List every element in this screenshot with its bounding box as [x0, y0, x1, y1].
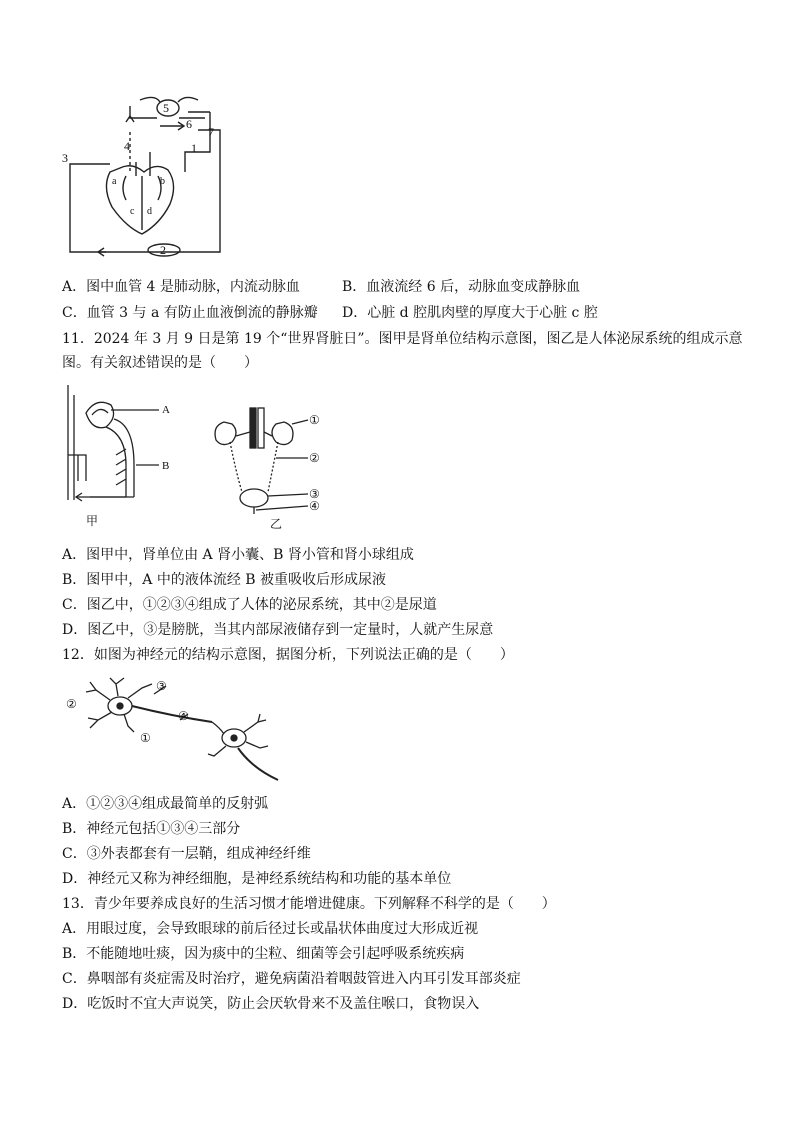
label-a: a [112, 176, 117, 187]
q12-option-d: D．神经元又称为神经细胞，是神经系统结构和功能的基本单位 [62, 871, 452, 887]
label-4: 4 [124, 139, 130, 153]
nephron-label-a: A [162, 404, 170, 416]
label-c: c [130, 206, 135, 217]
urinary-label-4: ④ [309, 499, 320, 513]
q10-option-d: D．心脏 d 腔肌肉壁的厚度大于心脏 c 腔 [342, 305, 598, 321]
q12-option-c: C．③外表都套有一层鞘，组成神经纤维 [62, 846, 311, 862]
nephron-diagram [56, 385, 186, 530]
q11-option-c: C．图乙中，①②③④组成了人体的泌尿系统，其中②是尿道 [62, 597, 437, 613]
label-5: 5 [163, 101, 169, 115]
q13-option-b: B．不能随地吐痰，因为痰中的尘粒、细菌等会引起呼吸系统疾病 [62, 946, 465, 962]
q11-option-b: B．图甲中，A 中的液体流经 B 被重吸收后形成尿液 [62, 572, 387, 588]
q11-option-d: D．图乙中，③是膀胱，当其内部尿液储存到一定量时，人就产生尿意 [62, 622, 494, 638]
q12-stem: 12．如图为神经元的结构示意图，据图分析，下列说法正确的是（ ） [62, 647, 514, 663]
urinary-system-diagram [206, 402, 326, 530]
q10-option-b: B．血液流经 6 后，动脉血变成静脉血 [342, 279, 581, 295]
q13-option-a: A．用眼过度，会导致眼球的前后径过长或晶状体曲度过大形成近视 [62, 921, 479, 937]
q11-stem-line1: 11．2024 年 3 月 9 日是第 19 个“世界肾脏日”。图甲是肾单位结构示意图，图乙是人体泌尿系统的组成示意 [62, 331, 743, 347]
label-6: 6 [186, 117, 192, 131]
label-2: 2 [160, 243, 166, 257]
neuron-diagram [62, 676, 282, 784]
urinary-caption: 乙 [270, 517, 283, 530]
label-d: d [147, 206, 152, 217]
q10-option-a: A．图中血管 4 是肺动脉，内流动脉血 [62, 279, 300, 295]
label-3: 3 [62, 151, 68, 165]
nephron-label-b: B [162, 460, 170, 472]
q13-option-d: D．吃饭时不宜大声说笑，防止会厌软骨来不及盖住喉口，食物误入 [62, 996, 480, 1012]
q13-option-c: C．鼻咽部有炎症需及时治疗，避免病菌沿着咽鼓管进入内耳引发耳部炎症 [62, 971, 521, 987]
circulation-diagram [60, 92, 230, 262]
q11-option-a: A．图甲中，肾单位由 A 肾小囊、B 肾小管和肾小球组成 [62, 547, 414, 563]
q10-option-c: C．血管 3 与 a 有防止血液倒流的静脉瓣 [62, 305, 318, 321]
neuron-label-1: ① [140, 731, 151, 745]
label-1: 1 [191, 141, 197, 155]
urinary-label-2: ② [309, 451, 320, 465]
neuron-label-3: ③ [156, 679, 167, 693]
label-7: 7 [208, 125, 214, 139]
q13-stem: 13．青少年要养成良好的生活习惯才能增进健康。下列解释不科学的是（ ） [62, 896, 556, 912]
q11-stem-line2: 图。有关叙述错误的是（ ） [62, 355, 258, 371]
urinary-label-3: ③ [309, 487, 320, 501]
q12-option-a: A．①②③④组成最简单的反射弧 [62, 796, 269, 812]
nephron-caption: 甲 [86, 514, 99, 528]
neuron-label-4: ④ [178, 709, 189, 723]
label-b: b [160, 176, 165, 187]
urinary-label-1: ① [309, 413, 320, 427]
q12-option-b: B．神经元包括①③④三部分 [62, 821, 241, 837]
neuron-label-2: ② [66, 697, 77, 711]
